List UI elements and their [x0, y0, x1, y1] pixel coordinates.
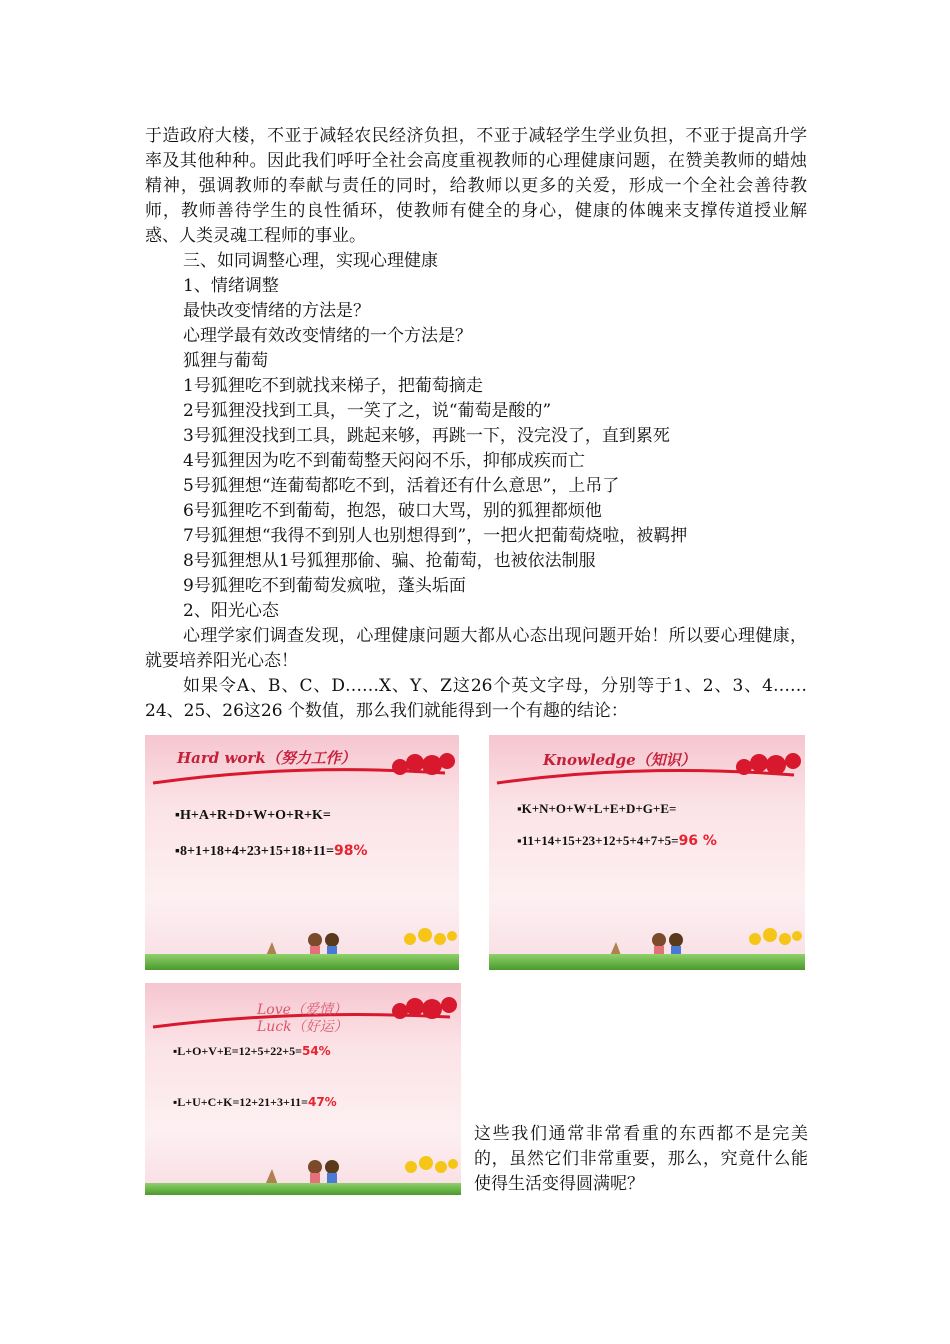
slide-love-luck: [145, 983, 461, 1195]
paragraph-3: 如果令A、B、C、D……X、Y、Z这26个英文字母，分别等于1、2、3、4……24、25、26这26 个数值，那么我们就能得到一个有趣的结论：: [145, 676, 807, 721]
fox-item: 8号狐狸想从1号狐狸那偷、骗、抢葡萄，也被依法制服: [183, 551, 596, 571]
story-title: 狐狸与葡萄: [183, 351, 268, 371]
section-heading-3: 三、如同调整心理，实现心理健康: [183, 251, 438, 271]
sunflower-icon: [745, 927, 805, 957]
grass-strip: [145, 1183, 461, 1195]
fox-item: 5号狐狸想“连葡萄都吃不到，活着还有什么意思”，上吊了: [183, 476, 620, 496]
formula-letters: ▪H+A+R+D+W+O+R+K=: [175, 808, 331, 823]
slide-hard-work: [145, 735, 459, 970]
sunflower-icon: [401, 1155, 461, 1183]
formula-numbers: ▪8+1+18+4+23+15+18+11=98%: [175, 843, 368, 859]
question-2: 心理学最有效改变情绪的一个方法是？: [183, 326, 472, 346]
grass-strip: [145, 954, 459, 970]
grass-strip: [489, 954, 805, 970]
slide-title: Hard work（努力工作）: [177, 749, 356, 767]
fox-item: 3号狐狸没找到工具，跳起来够，再跳一下，没完没了，直到累死: [183, 426, 670, 446]
document-body: [145, 124, 807, 724]
paragraph-2: 心理学家们调查发现，心理健康问题大都从心态出现问题开始！所以要心理健康，就要培养阳光心态！: [145, 626, 807, 671]
fox-item: 7号狐狸想“我得不到别人也别想得到”，一把火把葡萄烧啦，被羁押: [183, 526, 688, 546]
percent-value: 47%: [307, 1095, 337, 1109]
formula-love: ▪L+O+V+E=12+5+22+5=54%: [173, 1044, 331, 1058]
paragraph-1: 于造政府大楼，不亚于减轻农民经济负担，不亚于减轻学生学业负担，不亚于提高升学率及其他种种。因此我们呼吁全社会高度重视教师的心理健康问题，在赞美教师的蜡烛精神，强调教师的奉献与责任的同时，给教师以更多的关爱，形成一个全社会善待教师，教师善待学生的良性循环，使教师有健全的身心，健康的体魄来支撑传道授业解惑、人类灵魂工程师的事业。: [145, 126, 807, 246]
slide-title-luck: Luck（好运）: [257, 1019, 348, 1035]
slide-title-love: Love（爱情）: [257, 1002, 347, 1018]
slide-knowledge: [489, 735, 805, 970]
fox-item: 9号狐狸吃不到葡萄发疯啦，蓬头垢面: [183, 576, 466, 596]
slide-title: Knowledge（知识）: [543, 751, 696, 769]
percent-value: 96 %: [678, 833, 717, 849]
fox-item: 2号狐狸没找到工具，一笑了之，说“葡萄是酸的”: [183, 401, 552, 421]
subheading-sunny: 2、阳光心态: [183, 601, 279, 621]
formula-numbers: ▪11+14+15+23+12+5+4+7+5=96 %: [517, 833, 717, 849]
percent-value: 54%: [301, 1044, 331, 1058]
percent-value: 98%: [334, 843, 368, 859]
subheading-emotion: 1、情绪调整: [183, 276, 279, 296]
sunflower-icon: [400, 927, 459, 957]
question-1: 最快改变情绪的方法是？: [183, 301, 370, 321]
closing-paragraph: 这些我们通常非常看重的东西都不是完美的，虽然它们非常重要，那么，究竟什么能使得生活变得圆满呢？: [474, 1124, 808, 1194]
formula-luck: ▪L+U+C+K=12+21+3+11=47%: [173, 1095, 337, 1109]
fox-item: 1号狐狸吃不到就找来梯子，把葡萄摘走: [183, 376, 483, 396]
fox-item: 6号狐狸吃不到葡萄，抱怨，破口大骂，别的狐狸都烦他: [183, 501, 602, 521]
fox-item: 4号狐狸因为吃不到葡萄整天闷闷不乐，抑郁成疾而亡: [183, 451, 585, 471]
formula-letters: ▪K+N+O+W+L+E+D+G+E=: [517, 801, 677, 816]
